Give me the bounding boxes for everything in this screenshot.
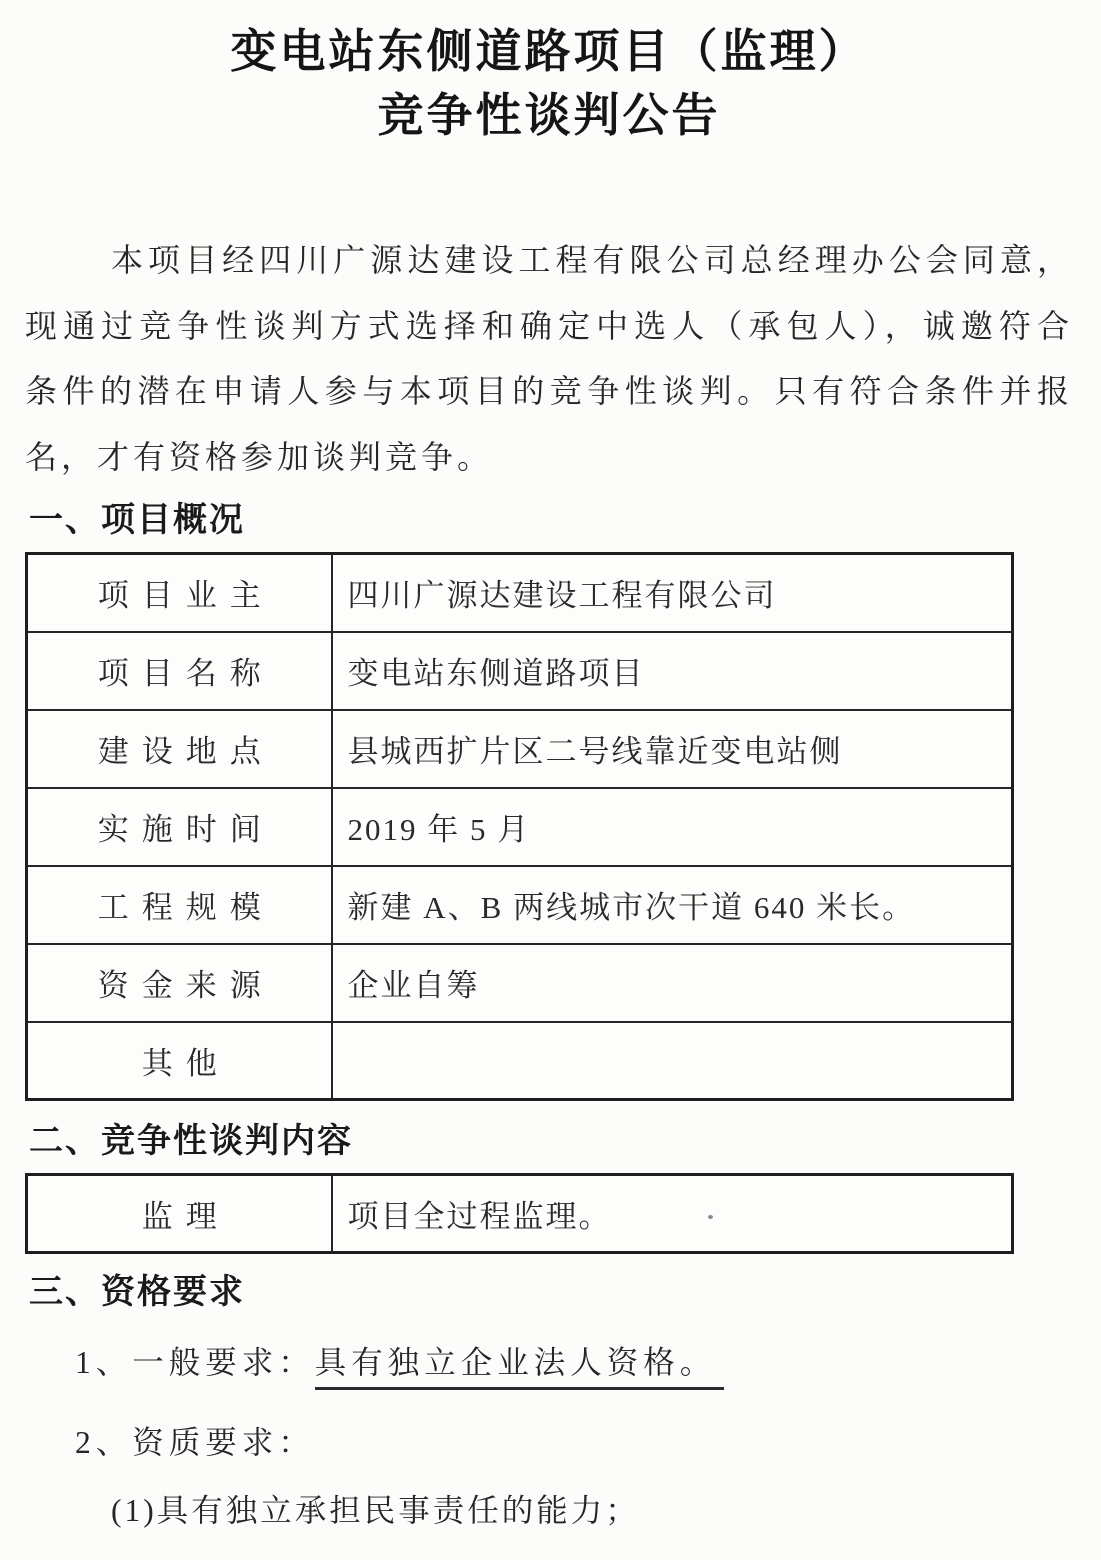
intro-line: 条件的潜在申请人参与本项目的竞争性谈判。只有符合条件并报 [25, 373, 1073, 409]
section-heading-negotiation-content: 二、竞争性谈判内容 [29, 1122, 353, 1160]
project-overview-table [25, 552, 1014, 1101]
list-item-general-requirement [75, 1338, 1073, 1388]
row-value: 变电站东侧道路项目 [332, 632, 1013, 710]
scan-speck-artifact [708, 1215, 713, 1219]
table-row-project-owner [27, 554, 1013, 632]
row-label: 实施时间 [27, 788, 332, 866]
intro-line: 名，才有资格参加谈判竞争。 [25, 438, 494, 475]
row-label: 其他 [27, 1022, 332, 1100]
table-row-implementation-time [27, 788, 1013, 866]
row-label: 项目业主 [27, 554, 332, 632]
row-label: 工程规模 [27, 866, 332, 944]
row-value [332, 1022, 1013, 1100]
negotiation-content-table [25, 1173, 1014, 1254]
row-value: 新建 A、B 两线城市次干道 640 米长。 [332, 866, 1013, 944]
table-row-project-scale [27, 866, 1013, 944]
list-item-prefix: 2、资质要求： [75, 1425, 315, 1460]
table-row-project-name [27, 632, 1013, 710]
row-label: 资金来源 [27, 944, 332, 1022]
row-value: 四川广源达建设工程有限公司 [332, 554, 1013, 632]
list-item-qualification-requirement [75, 1418, 1073, 1468]
row-label: 建设地点 [27, 710, 332, 788]
intro-line: 本项目经四川广源达建设工程有限公司总经理办公会同意， [111, 242, 1073, 278]
title-line-2: 竞争性谈判公告 [377, 90, 721, 141]
row-value: 项目全过程监理。 [332, 1175, 1013, 1253]
title-line-1: 变电站东侧道路项目（监理） [230, 26, 868, 77]
section-heading-project-overview: 一、项目概况 [29, 501, 245, 539]
list-item-prefix: (1)具有独立承担民事责任的能力； [111, 1493, 640, 1528]
qualification-requirements-list [75, 1338, 1073, 1536]
intro-paragraph [25, 228, 1073, 490]
table-row-supervision [27, 1175, 1013, 1253]
row-value: 2019 年 5 月 [332, 788, 1013, 866]
row-value: 县城西扩片区二号线靠近变电站侧 [332, 710, 1013, 788]
row-value: 企业自筹 [332, 944, 1013, 1022]
list-item-civil-liability [111, 1486, 1073, 1536]
table-row-other [27, 1022, 1013, 1100]
section-heading-qualification: 三、资格要求 [29, 1273, 245, 1311]
row-label: 监理 [27, 1175, 332, 1253]
row-label: 项目名称 [27, 632, 332, 710]
list-item-prefix: 1、一般要求： [75, 1345, 315, 1380]
table-row-location [27, 710, 1013, 788]
underlined-text: 具有独立企业法人资格。 [315, 1345, 725, 1390]
intro-line: 现通过竞争性谈判方式选择和确定中选人（承包人），诚邀符合 [25, 307, 1073, 344]
document-title [25, 20, 1073, 148]
table-row-funding-source [27, 944, 1013, 1022]
